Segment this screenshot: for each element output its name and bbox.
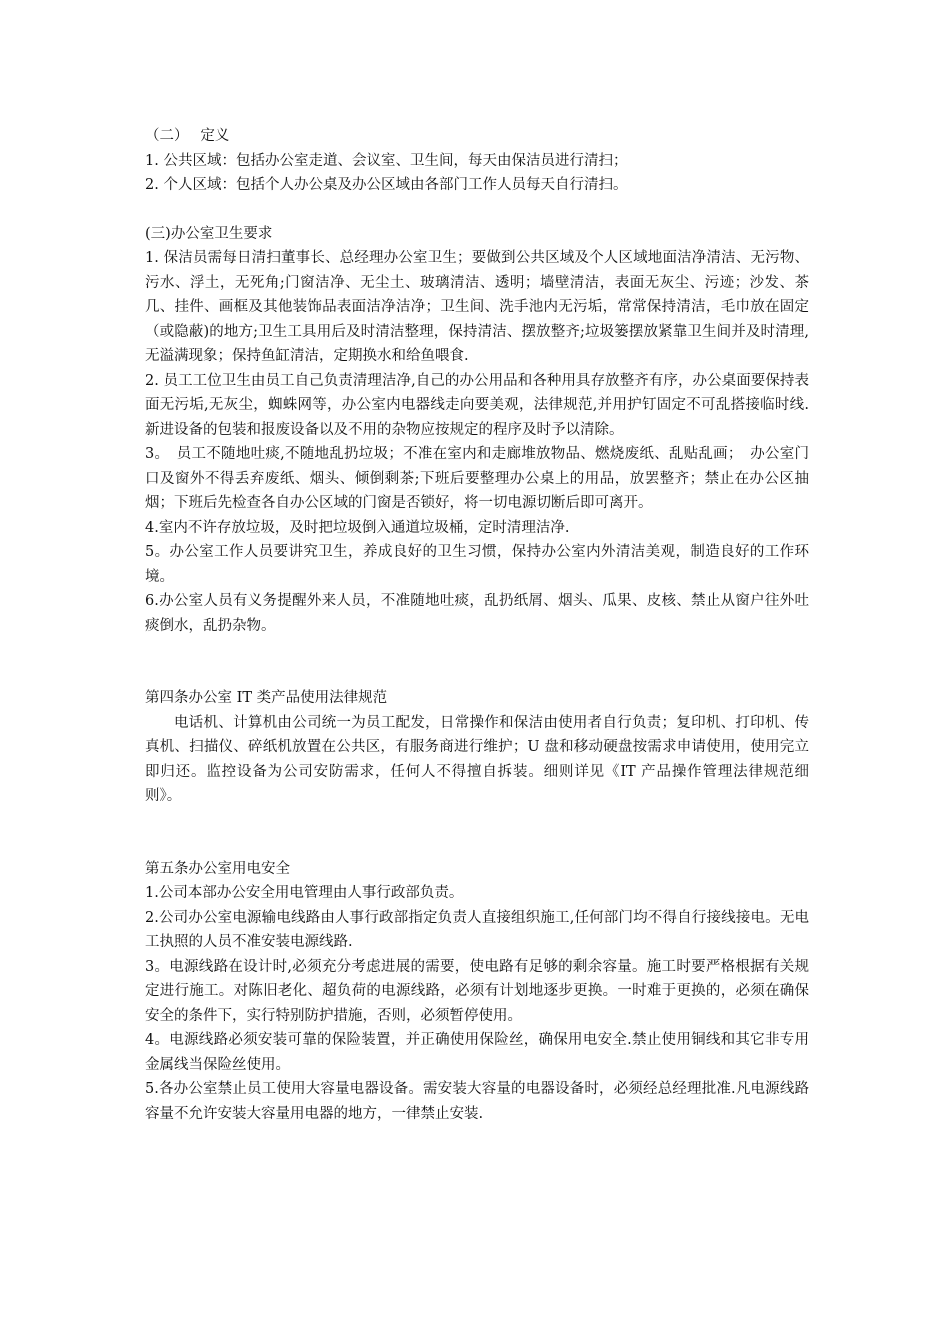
spacer: [145, 809, 809, 857]
definition-item-1: 1. 公共区域：包括办公室走道、会议室、卫生间，每天由保洁员进行清扫；: [145, 152, 628, 169]
electric-item-3: 3。电源线路在设计时,必须充分考虑进展的需要，使电路有足够的剩余容量。施工时要严格根据有关规定进行施工。对陈旧老化、超负荷的电源线路，必须有计划地逐步更换。一时难于更换的，必须在确保安全的条件下，实行特别防护措施，否则，必须暂停使用。: [145, 958, 809, 1024]
electric-item-1: 1.公司本部办公安全用电管理由人事行政部负责。: [145, 885, 464, 901]
electric-item-4: 4。电源线路必须安装可靠的保险装置，并正确使用保险丝，确保用电安全.禁止使用铜线和其它非专用金属线当保险丝使用。: [145, 1032, 809, 1073]
spacer: [145, 638, 809, 686]
hygiene-item-3: 3。 员工不随地吐痰,不随地乱扔垃圾；不准在室内和走廊堆放物品、燃烧废纸、乱贴乱画； 办公室门口及窗外不得丢弃废纸、烟头、倾倒剩茶;下班后要整理办公桌上的用品，放罢整齐；禁止在办公区抽烟；下班后先检查各自办公区域的门窗是否锁好，将一切电源切断后即可离开。: [145, 446, 809, 511]
electric-item-5: 5.各办公室禁止员工使用大容量电器设备。需安装大容量的电器设备时，必须经总经理批准.凡电源线路容量不允许安装大容量用电器的地方，一律禁止安装.: [145, 1081, 809, 1122]
document-page: [145, 124, 809, 1126]
article-5-heading: 第五条办公室用电安全: [145, 860, 290, 877]
section-2-heading: （二） 定义: [145, 128, 230, 144]
definition-item-2: 2. 个人区域：包括个人办公桌及办公区域由各部门工作人员每天自行清扫。: [145, 177, 628, 193]
hygiene-item-5: 5。办公室工作人员要讲究卫生，养成良好的卫生习惯，保持办公室内外清洁美观，制造良好的工作环境。: [145, 544, 809, 585]
article-4-heading: 第四条办公室 IT 类产品使用法律规范: [145, 690, 388, 706]
electric-item-2: 2.公司办公室电源输电线路由人事行政部指定负责人直接组织施工,任何部门均不得自行接线接电。无电工执照的人员不准安装电源线路.: [145, 909, 809, 950]
hygiene-item-6: 6.办公室人员有义务提醒外来人员，不准随地吐痰，乱扔纸屑、烟头、瓜果、皮核、禁止从窗户往外吐痰倒水，乱扔杂物。: [145, 593, 809, 634]
article-4-body: 电话机、计算机由公司统一为员工配发，日常操作和保洁由使用者自行负责；复印机、打印机、传真机、扫描仪、碎纸机放置在公共区，有服务商进行维护；U 盘和移动硬盘按需求申请使用，使用完立即归还。监控设备为公司安防需求，任何人不得擅自拆装。细则详见《IT 产品操作管理法律规范细则》。: [145, 714, 809, 804]
section-3-heading: (三)办公室卫生要求: [145, 225, 273, 242]
hygiene-item-2: 2. 员工工位卫生由员工自己负责清理洁净,自己的办公用品和各种用具存放整齐有序，办公桌面要保持表面无污垢,无灰尘，蜘蛛网等，办公室内电器线走向要美观，法律规范,并用护钉固定不可乱搭接临时线. 新进设备的包装和报废设备以及不用的杂物应按规定的程序及时予以清除。: [145, 372, 809, 438]
hygiene-item-4: 4.室内不许存放垃圾，及时把垃圾倒入通道垃圾桶，定时清理洁净.: [145, 519, 570, 536]
spacer: [145, 198, 809, 222]
hygiene-item-1: 1. 保洁员需每日清扫董事长、总经理办公室卫生；要做到公共区域及个人区域地面洁净清洁、无污物、污水、浮土，无死角;门窗洁净、无尘土、玻璃清洁、透明；墙壁清洁，表面无灰尘、污迹；沙发、茶几、挂件、画框及其他装饰品表面洁净洁净；卫生间、洗手池内无污垢，常常保持清洁，毛巾放在固定（或隐蔽)的地方;卫生工具用后及时清洁整理，保持清洁、摆放整齐;垃圾篓摆放紧靠卫生间并及时清理,无溢满现象；保持鱼缸清洁，定期换水和给鱼喂食.: [145, 250, 809, 364]
